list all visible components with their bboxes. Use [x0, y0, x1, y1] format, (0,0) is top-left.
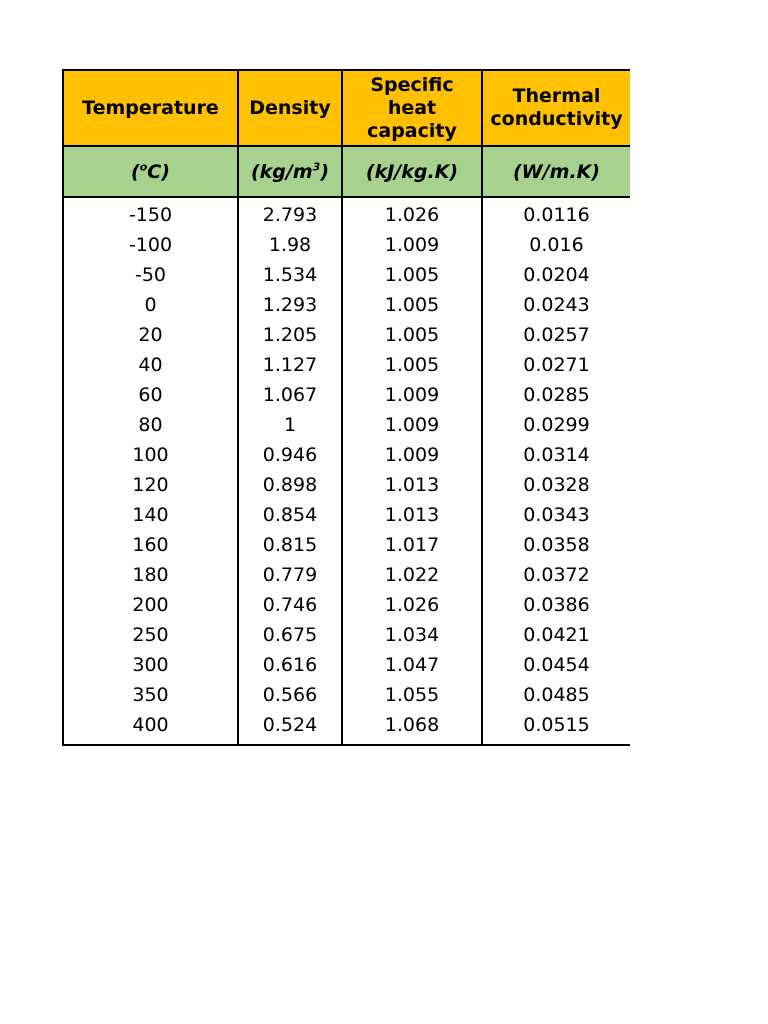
- thermal-conductivity-cell: 0.0243: [482, 290, 630, 320]
- table-row: [63, 560, 630, 590]
- density-cell: 0.854: [238, 500, 342, 530]
- table-row: [63, 320, 630, 350]
- unit-specific-heat-capacity: [342, 146, 482, 197]
- temperature-cell: 180: [63, 560, 238, 590]
- thermal-conductivity-cell: 0.0358: [482, 530, 630, 560]
- temperature-cell: 400: [63, 710, 238, 745]
- temperature-cell: -150: [63, 197, 238, 230]
- density-cell: 0.815: [238, 530, 342, 560]
- table-row: [63, 530, 630, 560]
- temperature-cell: 80: [63, 410, 238, 440]
- temperature-cell: 100: [63, 440, 238, 470]
- thermal-conductivity-cell: 0.0328: [482, 470, 630, 500]
- temperature-cell: 250: [63, 620, 238, 650]
- thermal-conductivity-cell: 0.016: [482, 230, 630, 260]
- temperature-cell: 0: [63, 290, 238, 320]
- unit-superscript: o: [139, 160, 148, 174]
- density-cell: 1.293: [238, 290, 342, 320]
- unit-text: (W/m.K): [512, 160, 600, 183]
- unit-density: [238, 146, 342, 197]
- specific-heat-cell: 1.013: [342, 470, 482, 500]
- specific-heat-cell: 1.026: [342, 197, 482, 230]
- density-cell: 0.898: [238, 470, 342, 500]
- unit-superscript: 3: [312, 160, 321, 174]
- density-cell: 1.067: [238, 380, 342, 410]
- temperature-cell: 20: [63, 320, 238, 350]
- specific-heat-cell: 1.034: [342, 620, 482, 650]
- temperature-cell: 40: [63, 350, 238, 380]
- unit-text: C): [147, 160, 170, 183]
- specific-heat-cell: 1.005: [342, 260, 482, 290]
- temperature-cell: 60: [63, 380, 238, 410]
- thermal-conductivity-cell: 0.0343: [482, 500, 630, 530]
- temperature-cell: -100: [63, 230, 238, 260]
- thermal-conductivity-cell: 0.0299: [482, 410, 630, 440]
- specific-heat-cell: 1.005: [342, 320, 482, 350]
- unit-text: ): [320, 160, 329, 183]
- units-row: [63, 146, 630, 197]
- table-row: [63, 590, 630, 620]
- thermal-conductivity-cell: 0.0116: [482, 197, 630, 230]
- header-temperature: Temperature: [63, 70, 238, 146]
- specific-heat-cell: 1.026: [342, 590, 482, 620]
- density-cell: 2.793: [238, 197, 342, 230]
- temperature-cell: 160: [63, 530, 238, 560]
- table-row: [63, 290, 630, 320]
- temperature-cell: 200: [63, 590, 238, 620]
- table-row: [63, 470, 630, 500]
- specific-heat-cell: 1.005: [342, 350, 482, 380]
- specific-heat-cell: 1.009: [342, 440, 482, 470]
- specific-heat-cell: 1.009: [342, 230, 482, 260]
- header-row: [63, 70, 630, 146]
- density-cell: 1.98: [238, 230, 342, 260]
- header-specific-heat-capacity: Specific heat capacity: [342, 70, 482, 146]
- unit-text: (kJ/kg.K): [365, 160, 459, 183]
- table-row: [63, 197, 630, 230]
- table-row: [63, 680, 630, 710]
- table-row: [63, 410, 630, 440]
- table-row: [63, 710, 630, 745]
- specific-heat-cell: 1.047: [342, 650, 482, 680]
- thermal-conductivity-cell: 0.0204: [482, 260, 630, 290]
- temperature-cell: 120: [63, 470, 238, 500]
- table-row: [63, 260, 630, 290]
- density-cell: 1.127: [238, 350, 342, 380]
- unit-thermal-conductivity: [482, 146, 630, 197]
- table-row: [63, 380, 630, 410]
- density-cell: 0.675: [238, 620, 342, 650]
- density-cell: 0.616: [238, 650, 342, 680]
- thermal-conductivity-cell: 0.0285: [482, 380, 630, 410]
- density-cell: 0.566: [238, 680, 342, 710]
- spreadsheet-area: [62, 69, 629, 746]
- specific-heat-cell: 1.009: [342, 410, 482, 440]
- thermal-conductivity-cell: 0.0386: [482, 590, 630, 620]
- thermal-conductivity-cell: 0.0421: [482, 620, 630, 650]
- thermal-conductivity-cell: 0.0454: [482, 650, 630, 680]
- density-cell: 0.946: [238, 440, 342, 470]
- table-row: [63, 230, 630, 260]
- temperature-cell: 350: [63, 680, 238, 710]
- unit-temperature: [63, 146, 238, 197]
- specific-heat-cell: 1.013: [342, 500, 482, 530]
- temperature-cell: 300: [63, 650, 238, 680]
- thermal-conductivity-cell: 0.0485: [482, 680, 630, 710]
- table-row: [63, 620, 630, 650]
- temperature-cell: -50: [63, 260, 238, 290]
- specific-heat-cell: 1.017: [342, 530, 482, 560]
- specific-heat-cell: 1.022: [342, 560, 482, 590]
- air-properties-table: [62, 69, 630, 746]
- table-body: [63, 197, 630, 745]
- specific-heat-cell: 1.055: [342, 680, 482, 710]
- density-cell: 1.534: [238, 260, 342, 290]
- thermal-conductivity-cell: 0.0314: [482, 440, 630, 470]
- header-density: Density: [238, 70, 342, 146]
- header-thermal-conductivity: Thermal conductivity: [482, 70, 630, 146]
- density-cell: 0.524: [238, 710, 342, 745]
- unit-text: (: [131, 160, 140, 183]
- density-cell: 0.746: [238, 590, 342, 620]
- temperature-cell: 140: [63, 500, 238, 530]
- specific-heat-cell: 1.005: [342, 290, 482, 320]
- table-row: [63, 500, 630, 530]
- table-row: [63, 350, 630, 380]
- table-row: [63, 440, 630, 470]
- table-row: [63, 650, 630, 680]
- density-cell: 1: [238, 410, 342, 440]
- thermal-conductivity-cell: 0.0271: [482, 350, 630, 380]
- density-cell: 1.205: [238, 320, 342, 350]
- specific-heat-cell: 1.068: [342, 710, 482, 745]
- thermal-conductivity-cell: 0.0515: [482, 710, 630, 745]
- density-cell: 0.779: [238, 560, 342, 590]
- specific-heat-cell: 1.009: [342, 380, 482, 410]
- thermal-conductivity-cell: 0.0257: [482, 320, 630, 350]
- thermal-conductivity-cell: 0.0372: [482, 560, 630, 590]
- unit-text: (kg/m: [250, 160, 313, 183]
